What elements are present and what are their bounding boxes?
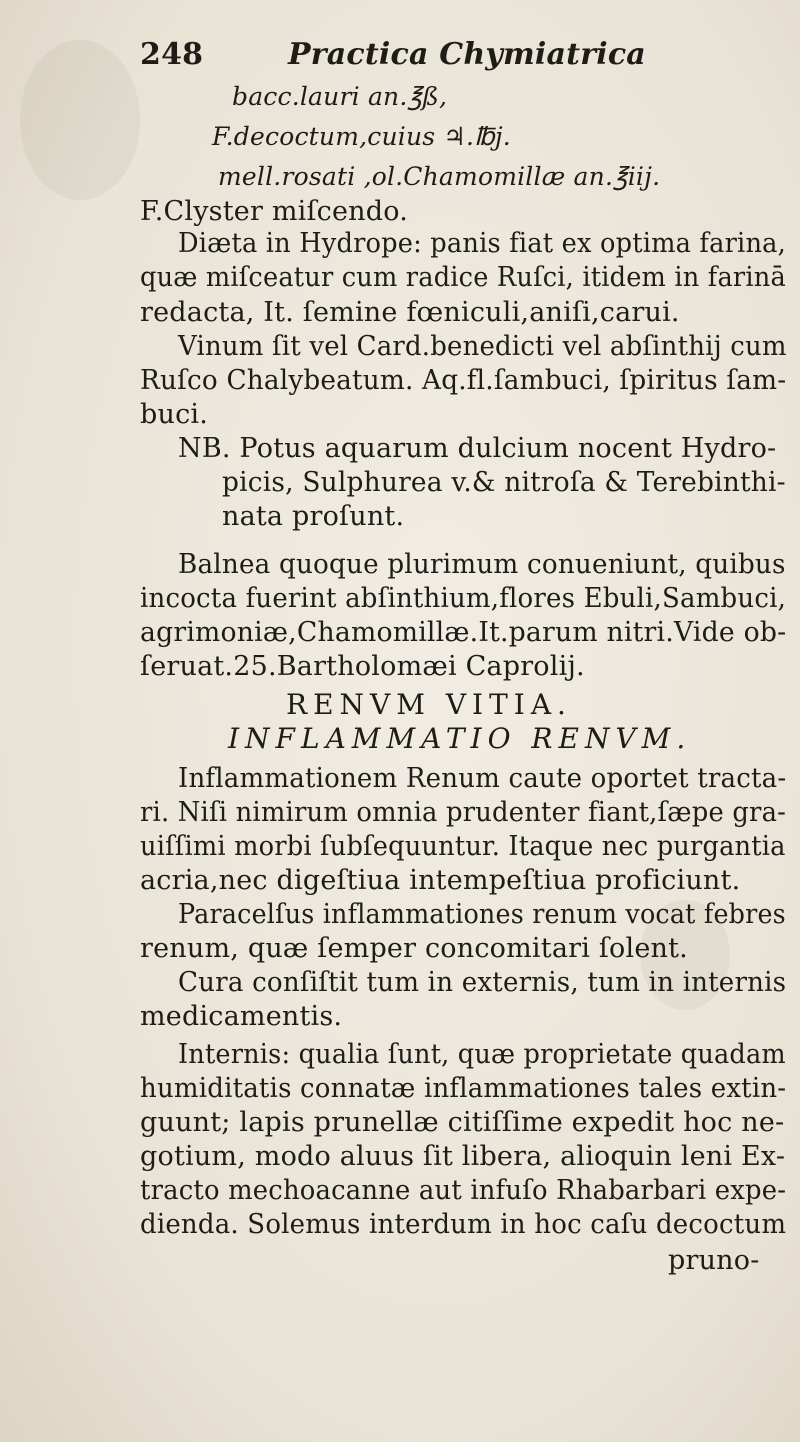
text-line: bacc.lauri an.℥ß, [232, 82, 448, 111]
text-line: quæ miſceatur cum radice Ruſci, itidem in farinā [140, 262, 786, 293]
text-line: gotium, modo aluus ſit libera, alioquin leni Ex- [140, 1141, 786, 1172]
section-heading: RENVM VITIA. [286, 688, 572, 721]
text-line: F.Clyster miſcendo. [140, 196, 408, 227]
text-line: medicamentis. [140, 1001, 343, 1032]
text-line: acria,nec digeſtiua intempeſtiua proficiunt. [140, 865, 741, 896]
text-line: ri. Niſi nimirum omnia prudenter fiant,ſæpe gra- [140, 797, 787, 828]
text-line: picis, Sulphurea v.& nitroſa & Terebinthi- [222, 467, 786, 498]
text-line: Internis: qualia ſunt, quæ proprietate quadam [178, 1039, 786, 1070]
text-line: mell.rosati ,ol.Chamomillæ an.℥iij. [218, 162, 661, 191]
text-line: uiſſimi morbi ſubſequuntur. Itaque nec purgantia [140, 831, 786, 862]
text-line: incocta fuerint abſinthium,flores Ebuli,Sambuci, [140, 583, 787, 614]
text-line: guunt; lapis prunellæ citiſſime expedit hoc ne- [140, 1107, 785, 1138]
paper-stain [20, 40, 140, 200]
text-line: Balnea quoque plurimum conueniunt, quibus [178, 549, 786, 580]
text-line: Ruſco Chalybeatum. Aq.fl.ſambuci, ſpiritus ſam- [140, 365, 787, 396]
text-line: tracto mechoacanne aut infuſo Rhabarbari expe- [140, 1175, 787, 1206]
text-line: dienda. Solemus interdum in hoc caſu decoctum [140, 1209, 787, 1240]
text-line: renum, quæ ſemper concomitari ſolent. [140, 933, 688, 964]
text-line: F.decoctum,cuius ♃.℔j. [212, 122, 511, 151]
text-line: Inflammationem Renum caute oportet tracta- [178, 763, 787, 794]
text-line: buci. [140, 399, 209, 430]
text-line: redacta, It. ſemine fœniculi,aniſi,carui. [140, 297, 680, 328]
text-line: ſeruat.25.Bartholomæi Caprolij. [140, 651, 585, 682]
text-line: nata proſunt. [222, 501, 405, 532]
running-title: Practica Chymiatrica [288, 37, 646, 72]
text-line: Diæta in Hydrope: panis fiat ex optima farina, [178, 228, 786, 259]
text-line: agrimoniæ,Chamomillæ.It.parum nitri.Vide ob- [140, 617, 787, 648]
text-line: Cura conſiſtit tum in externis, tum in internis [178, 967, 787, 998]
subsection-heading: INFLAMMATIO RENVM. [228, 722, 692, 755]
catchword: pruno- [668, 1245, 760, 1276]
text-line: Vinum ſit vel Card.benedicti vel abſinthij cum [178, 331, 787, 362]
text-line: humiditatis connatæ inflammationes tales extin- [140, 1073, 787, 1104]
text-line: NB. Potus aquarum dulcium nocent Hydro- [178, 433, 777, 464]
page-number: 248 [140, 37, 204, 72]
text-line: Paracelſus inflammationes renum vocat febres [178, 899, 786, 930]
